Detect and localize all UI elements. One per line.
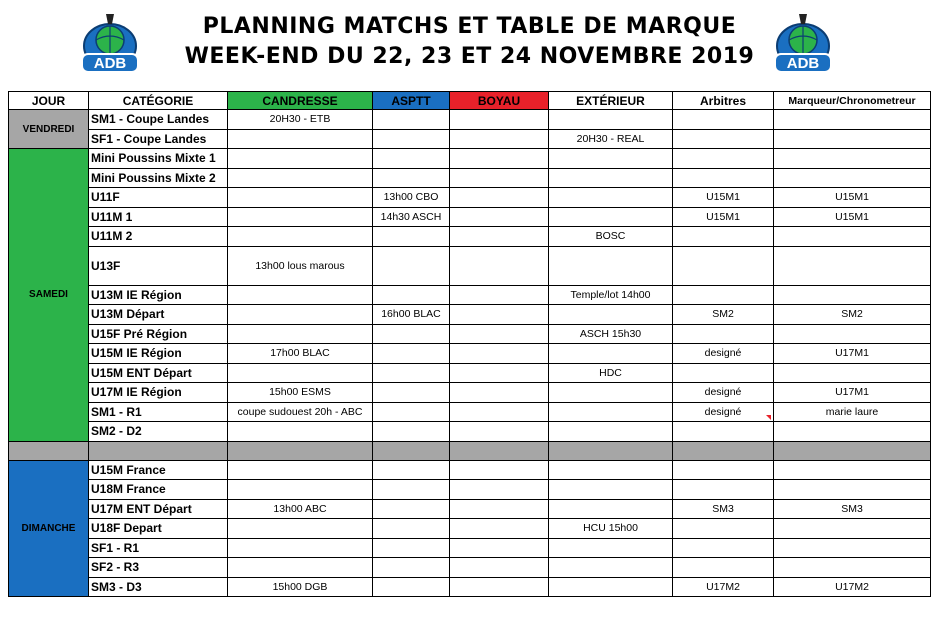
category-cell: SF2 - R3 [89,558,228,578]
category-cell: U15M France [89,460,228,480]
candresse-cell [228,149,373,169]
candresse-cell: 13h00 lous marous [228,246,373,285]
category-cell: U17M IE Région [89,383,228,403]
boyau-cell [450,422,549,442]
marqueur-cell: marie laure [774,402,931,422]
exterieur-cell [549,577,673,597]
separator-cell [89,441,228,460]
table-row [9,558,931,578]
comment-marker [766,415,771,420]
table-row [9,344,931,364]
asptt-cell [373,499,450,519]
candresse-cell [228,188,373,208]
asptt-cell [373,324,450,344]
club-logo-left [72,10,148,76]
asptt-cell: 13h00 CBO [373,188,450,208]
category-cell: U15F Pré Région [89,324,228,344]
table-row [9,324,931,344]
header-boyau: BOYAU [450,92,549,110]
separator-cell [549,441,673,460]
category-cell: U18M France [89,480,228,500]
category-cell: SM3 - D3 [89,577,228,597]
candresse-cell [228,227,373,247]
arbitres-cell [673,538,774,558]
boyau-cell [450,285,549,305]
page-title: PLANNING MATCHS ET TABLE DE MARQUE [202,14,737,39]
exterieur-cell [549,383,673,403]
category-cell: U13M Départ [89,305,228,325]
header-asptt: ASPTT [373,92,450,110]
marqueur-cell: SM2 [774,305,931,325]
arbitres-cell [673,110,774,130]
exterieur-cell [549,344,673,364]
header-exterieur: EXTÉRIEUR [549,92,673,110]
boyau-cell [450,519,549,539]
arbitres-cell [673,558,774,578]
exterieur-cell: BOSC [549,227,673,247]
boyau-cell [450,149,549,169]
boyau-cell [450,188,549,208]
category-cell: SF1 - R1 [89,538,228,558]
arbitres-cell [673,480,774,500]
candresse-cell [228,305,373,325]
table-row [9,168,931,188]
table-row [9,480,931,500]
table-row [9,188,931,208]
candresse-cell [228,285,373,305]
candresse-cell [228,324,373,344]
category-cell: Mini Poussins Mixte 2 [89,168,228,188]
asptt-cell [373,285,450,305]
asptt-cell: 14h30 ASCH [373,207,450,227]
exterieur-cell [549,480,673,500]
arbitres-cell [673,285,774,305]
marqueur-cell [774,129,931,149]
header-marqueur: Marqueur/Chronometreur [774,92,931,110]
separator-cell [774,441,931,460]
exterieur-cell [549,188,673,208]
exterieur-cell [549,305,673,325]
boyau-cell [450,538,549,558]
boyau-cell [450,168,549,188]
arbitres-cell: designé [673,402,774,422]
separator-cell [9,441,89,460]
asptt-cell [373,422,450,442]
category-cell: U17M ENT Départ [89,499,228,519]
candresse-cell [228,129,373,149]
category-cell: U15M ENT Départ [89,363,228,383]
category-cell: Mini Poussins Mixte 1 [89,149,228,169]
candresse-cell [228,168,373,188]
exterieur-cell [549,110,673,130]
arbitres-cell [673,324,774,344]
boyau-cell [450,305,549,325]
exterieur-cell [549,168,673,188]
candresse-cell [228,363,373,383]
arbitres-cell: U15M1 [673,188,774,208]
table-row [9,519,931,539]
boyau-cell [450,480,549,500]
table-row [9,110,931,130]
exterieur-cell [549,246,673,285]
candresse-cell [228,519,373,539]
svg-text:ADB: ADB [786,55,820,72]
exterieur-cell: HCU 15h00 [549,519,673,539]
table-row [9,285,931,305]
arbitres-cell: designé [673,344,774,364]
table-row [9,227,931,247]
table-row [9,402,931,422]
asptt-cell [373,480,450,500]
candresse-cell [228,460,373,480]
table-row [9,149,931,169]
marqueur-cell [774,538,931,558]
asptt-cell [373,363,450,383]
candresse-cell [228,422,373,442]
asptt-cell [373,519,450,539]
category-cell: U11M 1 [89,207,228,227]
marqueur-cell [774,480,931,500]
asptt-cell [373,577,450,597]
category-cell: SF1 - Coupe Landes [89,129,228,149]
candresse-cell: coupe sudouest 20h - ABC [228,402,373,422]
marqueur-cell [774,363,931,383]
boyau-cell [450,363,549,383]
marqueur-cell [774,227,931,247]
arbitres-cell: U15M1 [673,207,774,227]
marqueur-cell [774,460,931,480]
category-cell: U13M IE Région [89,285,228,305]
marqueur-cell [774,149,931,169]
asptt-cell [373,227,450,247]
candresse-cell [228,207,373,227]
boyau-cell [450,207,549,227]
marqueur-cell: U15M1 [774,207,931,227]
arbitres-cell [673,168,774,188]
boyau-cell [450,577,549,597]
boyau-cell [450,110,549,130]
exterieur-cell [549,499,673,519]
asptt-cell [373,129,450,149]
arbitres-cell [673,129,774,149]
arbitres-cell: designé [673,383,774,403]
table-row [9,305,931,325]
marqueur-cell: SM3 [774,499,931,519]
exterieur-cell: HDC [549,363,673,383]
boyau-cell [450,558,549,578]
category-cell: U11F [89,188,228,208]
table-row [9,499,931,519]
planning-table [8,91,931,597]
header-categorie: CATÉGORIE [89,92,228,110]
table-row [9,246,931,285]
marqueur-cell: U17M2 [774,577,931,597]
separator-cell [450,441,549,460]
separator-cell [373,441,450,460]
candresse-cell: 13h00 ABC [228,499,373,519]
candresse-cell [228,538,373,558]
arbitres-cell [673,149,774,169]
candresse-cell [228,558,373,578]
marqueur-cell [774,324,931,344]
asptt-cell: 16h00 BLAC [373,305,450,325]
category-cell: SM2 - D2 [89,422,228,442]
arbitres-cell: SM3 [673,499,774,519]
asptt-cell [373,110,450,130]
candresse-cell: 15h00 ESMS [228,383,373,403]
header-candresse: CANDRESSE [228,92,373,110]
exterieur-cell [549,207,673,227]
arbitres-cell [673,422,774,442]
marqueur-cell [774,168,931,188]
arbitres-cell [673,519,774,539]
table-row [9,383,931,403]
marqueur-cell [774,285,931,305]
asptt-cell [373,460,450,480]
exterieur-cell [549,460,673,480]
candresse-cell: 15h00 DGB [228,577,373,597]
arbitres-cell [673,363,774,383]
asptt-cell [373,383,450,403]
day-cell-dimanche: DIMANCHE [9,460,89,597]
category-cell: SM1 - R1 [89,402,228,422]
boyau-cell [450,129,549,149]
category-cell: U18F Depart [89,519,228,539]
category-cell: U15M IE Région [89,344,228,364]
marqueur-cell [774,110,931,130]
marqueur-cell: U17M1 [774,344,931,364]
page-subtitle: WEEK-END DU 22, 23 ET 24 NOVEMBRE 2019 [184,44,755,69]
category-cell: U11M 2 [89,227,228,247]
table-row [9,207,931,227]
exterieur-cell: 20H30 - REAL [549,129,673,149]
header-row [9,92,931,110]
table-row [9,129,931,149]
arbitres-cell [673,460,774,480]
svg-text:ADB: ADB [93,55,127,72]
category-cell: U13F [89,246,228,285]
table-row [9,577,931,597]
table-row [9,363,931,383]
marqueur-cell: U15M1 [774,188,931,208]
table-row [9,422,931,442]
asptt-cell [373,538,450,558]
boyau-cell [450,227,549,247]
boyau-cell [450,344,549,364]
boyau-cell [450,383,549,403]
club-logo-right [765,10,841,76]
exterieur-cell: Temple/lot 14h00 [549,285,673,305]
header-jour: JOUR [9,92,89,110]
asptt-cell [373,149,450,169]
boyau-cell [450,324,549,344]
asptt-cell [373,168,450,188]
table-row [9,460,931,480]
day-cell-samedi: SAMEDI [9,149,89,442]
arbitres-cell [673,246,774,285]
candresse-cell [228,480,373,500]
separator-row [9,441,931,460]
candresse-cell: 17h00 BLAC [228,344,373,364]
exterieur-cell [549,149,673,169]
exterieur-cell [549,422,673,442]
table-row [9,538,931,558]
marqueur-cell [774,519,931,539]
header-arbitres: Arbitres [673,92,774,110]
arbitres-cell: U17M2 [673,577,774,597]
exterieur-cell [549,538,673,558]
marqueur-cell [774,246,931,285]
candresse-cell: 20H30 - ETB [228,110,373,130]
boyau-cell [450,246,549,285]
day-cell-vendredi: VENDREDI [9,110,89,149]
boyau-cell [450,460,549,480]
asptt-cell [373,402,450,422]
boyau-cell [450,499,549,519]
asptt-cell [373,344,450,364]
marqueur-cell: U17M1 [774,383,931,403]
arbitres-cell [673,227,774,247]
asptt-cell [373,246,450,285]
category-cell: SM1 - Coupe Landes [89,110,228,130]
marqueur-cell [774,558,931,578]
separator-cell [673,441,774,460]
asptt-cell [373,558,450,578]
exterieur-cell [549,402,673,422]
separator-cell [228,441,373,460]
boyau-cell [450,402,549,422]
arbitres-cell: SM2 [673,305,774,325]
exterieur-cell: ASCH 15h30 [549,324,673,344]
exterieur-cell [549,558,673,578]
marqueur-cell [774,422,931,442]
